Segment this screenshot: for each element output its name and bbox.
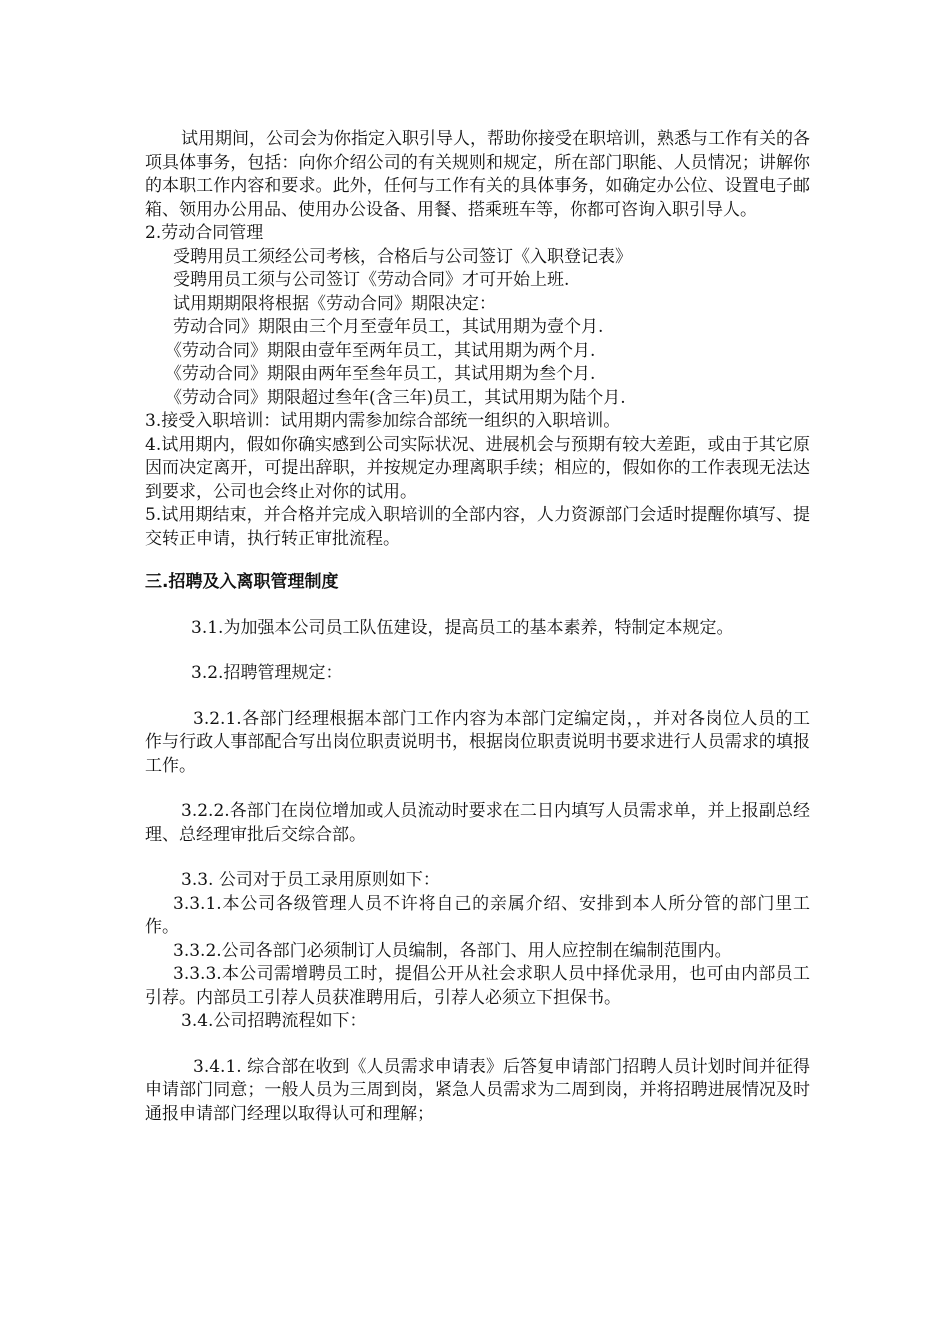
- rule-3-3: 3.3. 公司对于员工录用原则如下：: [181, 870, 440, 890]
- rule-3-3-3: 3.3.3.本公司需增聘员工时，提倡公开从社会求职人员中择优录用，也可由内部员工引荐。内部员工引荐人员获准聘用后，引荐人必须立下担保书。: [145, 964, 810, 1008]
- document-page: [145, 128, 810, 1126]
- rule-3-2-2: 3.2.2.各部门在岗位增加或人员流动时要求在二日内填写人员需求单，并上报副总经理、总经理审批后交综合部。: [145, 801, 810, 845]
- section-5-conversion: 5.试用期结束，并合格并完成入职培训的全部内容，人力资源部门会适时提醒你填写、提交转正申请，执行转正审批流程。: [145, 505, 810, 549]
- section-2-title: 2.劳动合同管理: [145, 223, 264, 243]
- rule-3-1: 3.1.为加强本公司员工队伍建设，提高员工的基本素养，特制定本规定。: [191, 617, 734, 638]
- rule-3-2-1: 3.2.1.各部门经理根据本部门工作内容为本部门定编定岗，，并对各岗位人员的工作与行政人事部配合写出岗位职责说明书，根据岗位职责说明书要求进行人员需求的填报工作。: [145, 708, 810, 776]
- rule-3-4-1: 3.4.1. 综合部在收到《人员需求申请表》后答复申请部门招聘人员计划时间并征得申请部门同意；一般人员为三周到岗，紧急人员需求为二周到岗，并将招聘进展情况及时通报申请部门经理以取得认可和理解；: [145, 1056, 810, 1124]
- section-4-resignation: 4.试用期内，假如你确实感到公司实际状况、进展机会与预期有较大差距，或由于其它原因而决定离开，可提出辞职，并按规定办理离职手续；相应的，假如你的工作表现无法达到要求，公司也会终止对你的试用。: [145, 434, 810, 502]
- section-3-training: 3.接受入职培训：试用期内需参加综合部统一组织的入职培训。: [145, 411, 621, 431]
- contract-line-5: 《劳动合同》期限由壹年至两年员工，其试用期为两个月.: [165, 340, 596, 361]
- contract-line-1: 受聘用员工须经公司考核，合格后与公司签订《入职登记表》: [173, 246, 632, 267]
- contract-line-6: 《劳动合同》期限由两年至叁年员工，其试用期为叁个月.: [165, 364, 596, 384]
- contract-line-3: 试用期期限将根据《劳动合同》期限决定：: [173, 293, 496, 314]
- rule-3-3-2: 3.3.2.公司各部门必须制订人员编制，各部门、用人应控制在编制范围内。: [173, 940, 732, 961]
- paragraph-probation-guide: 试用期间，公司会为你指定入职引导人，帮助你接受在职培训，熟悉与工作有关的各项具体事务，包括：向你介绍公司的有关规则和规定，所在部门职能、人员情况；讲解你的本职工作内容和要求。此外，任何与工作有关的具体事务，如确定办公位、设置电子邮箱、领用办公用品、使用办公设备、用餐、搭乘班车等，你都可咨询入职引导人。: [145, 129, 810, 220]
- contract-line-7: 《劳动合同》期限超过叁年(含三年)员工，其试用期为陆个月.: [165, 387, 626, 408]
- heading-recruitment: 三.招聘及入离职管理制度: [145, 572, 339, 592]
- rule-3-2: 3.2.招聘管理规定：: [191, 663, 343, 683]
- rule-3-4: 3.4.公司招聘流程如下：: [181, 1011, 367, 1031]
- contract-line-4: 劳动合同》期限由三个月至壹年员工，其试用期为壹个月.: [173, 317, 604, 337]
- contract-line-2: 受聘用员工须与公司签订《劳动合同》才可开始上班.: [173, 270, 570, 290]
- rule-3-3-1: 3.3.1.本公司各级管理人员不许将自己的亲属介绍、安排到本人所分管的部门里工作。: [145, 893, 810, 937]
